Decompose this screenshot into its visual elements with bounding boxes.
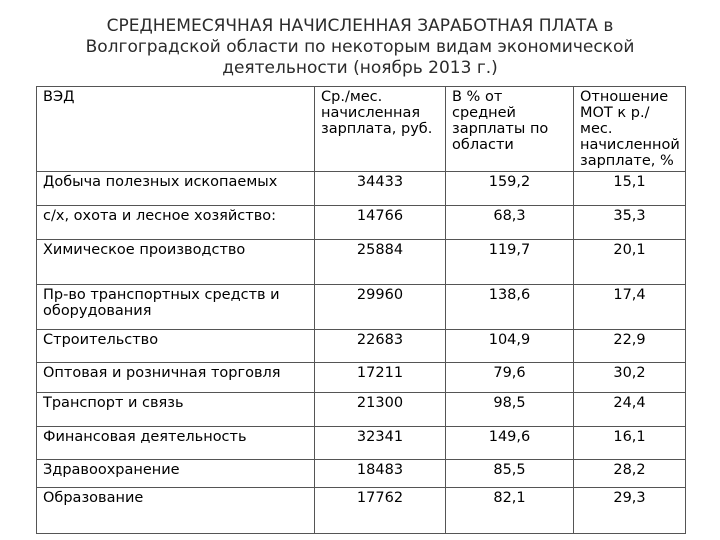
row-avg: 34433 [315, 172, 446, 206]
table-row [37, 488, 686, 534]
row-name: Здравоохранение [37, 460, 315, 488]
table-row [37, 206, 686, 240]
row-name: Химическое производство [37, 240, 315, 285]
table-row [37, 393, 686, 427]
row-pct: 68,3 [446, 206, 574, 240]
row-avg: 18483 [315, 460, 446, 488]
table-row [37, 172, 686, 206]
row-name: Строительство [37, 330, 315, 363]
header-percent: В % от средней зарплаты по области [446, 87, 574, 172]
row-avg: 32341 [315, 427, 446, 460]
row-ratio: 29,3 [574, 488, 686, 534]
row-ratio: 28,2 [574, 460, 686, 488]
row-pct: 104,9 [446, 330, 574, 363]
table-header-row [37, 87, 686, 172]
row-avg: 29960 [315, 285, 446, 330]
row-ratio: 16,1 [574, 427, 686, 460]
title-line-1: СРЕДНЕМЕСЯЧНАЯ НАЧИСЛЕННАЯ ЗАРАБОТНАЯ ПЛАТА в [106, 16, 614, 36]
row-avg: 17762 [315, 488, 446, 534]
header-avg-salary: Ср./мес. начисленная зарплата, руб. [315, 87, 446, 172]
header-ratio: Отношение МОТ к р./мес. начисленной зарплате, % [574, 87, 686, 172]
row-ratio: 35,3 [574, 206, 686, 240]
row-avg: 14766 [315, 206, 446, 240]
row-avg: 21300 [315, 393, 446, 427]
row-name: Образование [37, 488, 315, 534]
row-ratio: 17,4 [574, 285, 686, 330]
row-pct: 82,1 [446, 488, 574, 534]
header-ved: ВЭД [37, 87, 315, 172]
row-ratio: 22,9 [574, 330, 686, 363]
row-ratio: 30,2 [574, 363, 686, 393]
row-ratio: 20,1 [574, 240, 686, 285]
row-name: Финансовая деятельность [37, 427, 315, 460]
row-name: Транспорт и связь [37, 393, 315, 427]
page-title [60, 16, 660, 79]
title-line-2: Волгоградской области по некоторым видам экономической [85, 37, 635, 57]
row-name: с/х, охота и лесное хозяйство: [37, 206, 315, 240]
row-avg: 25884 [315, 240, 446, 285]
table-row [37, 460, 686, 488]
row-pct: 149,6 [446, 427, 574, 460]
row-avg: 22683 [315, 330, 446, 363]
table-row [37, 427, 686, 460]
row-pct: 79,6 [446, 363, 574, 393]
title-line-3: деятельности (ноябрь 2013 г.) [222, 58, 498, 78]
table-row [37, 330, 686, 363]
row-pct: 98,5 [446, 393, 574, 427]
table-row [37, 363, 686, 393]
row-pct: 159,2 [446, 172, 574, 206]
table-row [37, 240, 686, 285]
row-ratio: 24,4 [574, 393, 686, 427]
row-ratio: 15,1 [574, 172, 686, 206]
row-name: Добыча полезных ископаемых [37, 172, 315, 206]
table-row [37, 285, 686, 330]
row-name: Пр-во транспортных средств и оборудования [37, 285, 315, 330]
salary-table [36, 86, 686, 534]
row-avg: 17211 [315, 363, 446, 393]
row-pct: 119,7 [446, 240, 574, 285]
row-name: Оптовая и розничная торговля [37, 363, 315, 393]
row-pct: 138,6 [446, 285, 574, 330]
row-pct: 85,5 [446, 460, 574, 488]
